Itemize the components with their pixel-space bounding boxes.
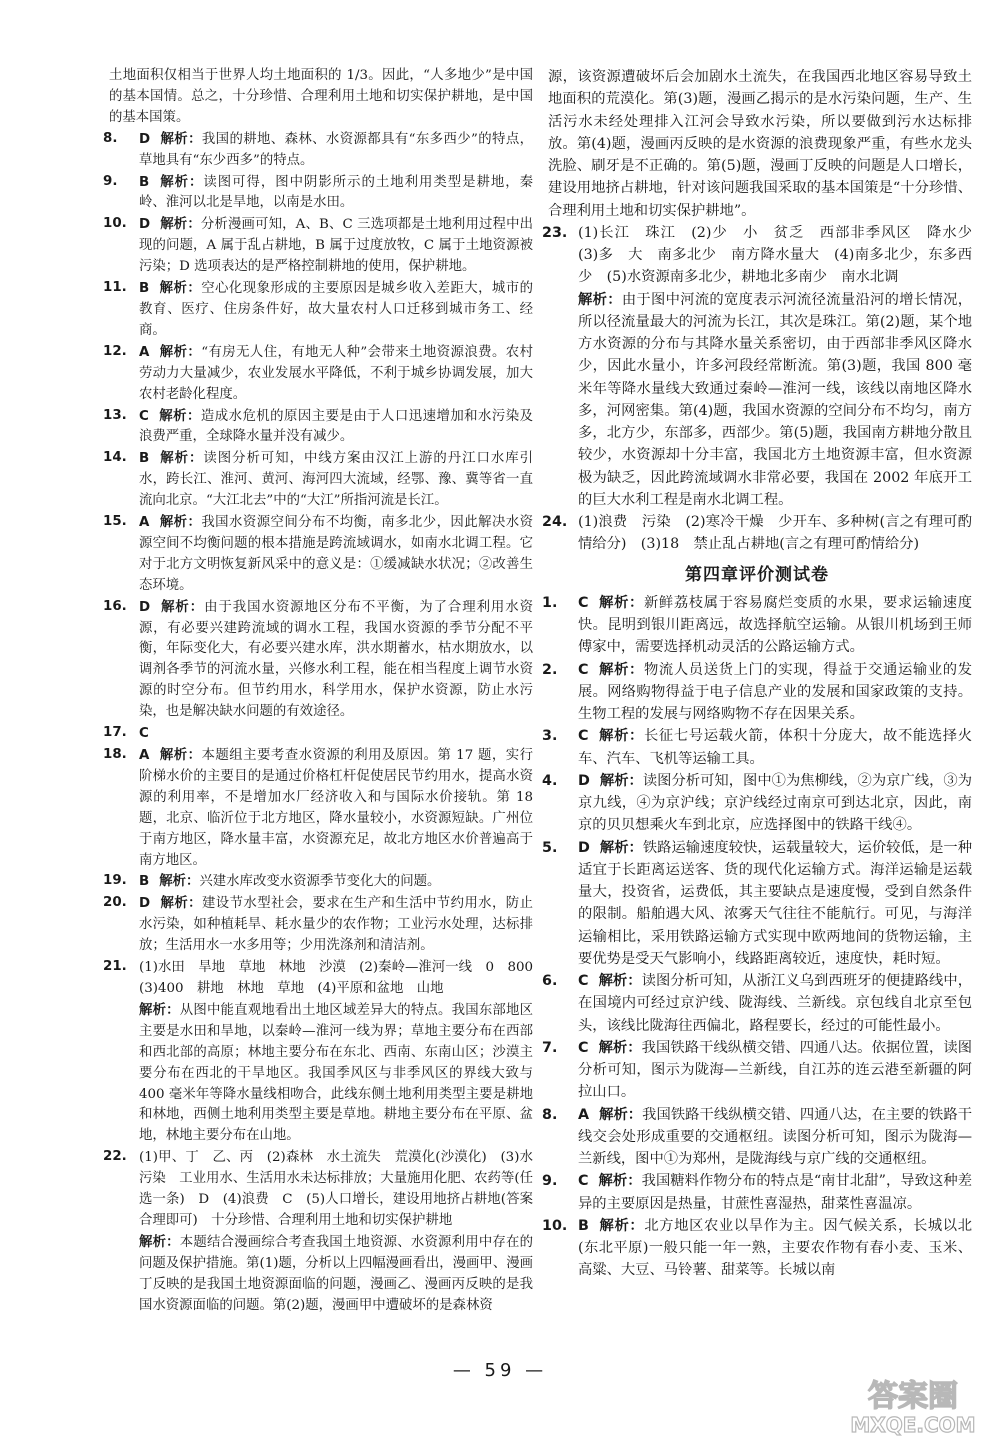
analysis-label: 解析： (598, 1039, 642, 1056)
answer-entry (542, 970, 972, 1037)
explanation-text: 我国的耕地、森林、水资源都具有“东多西少”的特点，草地具有“东少西多”的特点。 (139, 131, 533, 168)
explanation-text: 建设节水型社会，要求在生产和生活中节约用水，防止水污染，如种植耗旱、耗水量少的农作物；工业污水处理，达标排放；生活用水一水多用等；少用洗涤剂和清洁剂。 (139, 896, 534, 954)
answer-entry (103, 871, 533, 893)
answer-choice: A (139, 344, 150, 360)
question-number: 18. (103, 747, 127, 762)
explanation-text: 读图分析可知，图中①为焦柳线，②为京广线，③为京九线，④为京沪线；京沪线经过南京可到达北京，因此，南京的贝贝想乘火车到北京，应选择图中的铁路干线④。 (578, 772, 972, 834)
answer-entry (542, 770, 972, 837)
answer-entry (542, 222, 987, 289)
explanation-text: 从图中能直观地看出土地区域差异大的特点。我国东部地区主要是水田和旱地，以秦岭—淮河一线为界；草地主要分布在西部和西北部的高原；林地主要分布在东北、西南、东南山区；沙漠主要分布在西北的干旱地区。我国季风区与非季风区的界线大致与 400 毫米年等降水量线相吻合，此线东侧土地利用类型主要是耕地和林地，西侧土地利用类型主要是草地。耕地主要分布在平原、盆地，林地主要分布在山地。 (139, 1002, 533, 1144)
question-number: 4. (542, 772, 558, 789)
answer-entry (103, 957, 547, 1000)
question-number: 10. (103, 216, 127, 232)
analysis-label: 解析： (598, 594, 644, 611)
analysis-label: 解析： (160, 895, 202, 912)
answer-choice: B (139, 451, 150, 467)
analysis-label: 解析： (599, 1106, 643, 1123)
explanation-text: 读图分析可知，从浙江义乌到西班牙的便捷路线中，在国境内可经过京沪线、陇海线、兰新线。京包线自北京至包头，该线比陇海往西偏北，路程要长，经过的可能性最小。 (578, 973, 973, 1034)
question-number: 23. (542, 224, 568, 241)
explanation-text: 读图分析可知，中线方案由汉江上游的丹江口水库引水，跨长江、淮河、黄河、海河四大流域，经鄂、豫、冀等省一直流向北京。“大江北去”中的“大江”所指河流是长江。 (139, 451, 534, 509)
answer-entry (103, 214, 533, 278)
question-number: 21. (103, 959, 127, 975)
analysis-label: 解析： (598, 1173, 642, 1190)
explanation-text: 铁路运输速度较快，运载量较大，运价较低，是一种适宜于长距离运送客、货的现代化运输方式。海洋运输是运载量大，投资省，运费低，其主要缺点是速度慢，受到自然条件的限制。船舶遇大风、浓雾天气往往不能航行。可见，与海洋运输相比，采用铁路运输方式实现中欧两地间的货物运输，主要优势是受天气影响小，线路距离较近，速度快，耗时短。 (578, 839, 972, 967)
right-column (542, 66, 987, 1282)
explanation-text: “有房无人住，有地无人种”会带来土地资源浪费。农村劳动力大量减少，农业发展水平降低，不利于城乡协调发展，加大农村老龄化程度。 (139, 344, 533, 402)
analysis-label: 解析： (160, 216, 201, 233)
explanation-text: 由于我国水资源地区分布不平衡，为了合理利用水资源，有必要兴建跨流域的调水工程，我国水资源的季节分配不平衡，年际变化大，有必要兴建水库，洪水期蓄水，枯水期放水，以调剂各季节的河流水量，兴修水利工程，能在相当程度上调节水资源的时空分布。但节约用水，科学用水，保护水资源，防止水污染，也是解决缺水问题的有效途径。 (139, 599, 534, 720)
analysis-label: 解析： (598, 1217, 645, 1234)
answer-choice: D (578, 839, 590, 856)
left-column (103, 66, 547, 1316)
answer-entry (103, 342, 533, 406)
question-number: 9. (103, 173, 118, 189)
analysis-label: 解析： (158, 407, 201, 424)
analysis-label: 解析： (160, 598, 205, 615)
question-number: 22. (103, 1149, 127, 1165)
answer-entry (103, 745, 533, 871)
question-number: 14. (103, 450, 127, 466)
answer-entry (103, 406, 533, 449)
answer-choice: A (139, 748, 150, 763)
question-number: 8. (542, 1106, 558, 1123)
answer-entry (103, 129, 533, 172)
analysis-label: 解析： (598, 973, 642, 989)
explanation-text: 读图可得，图中阴影所示的土地利用类型是耕地，秦岭、淮河以北是旱地，以南是水田。 (139, 174, 534, 211)
question-number: 15. (103, 514, 127, 530)
explanation-text: 我国铁路干线纵横交错、四通八达，在主要的铁路干线交会处形成重要的交通枢纽。读图分析可知，图示为陇海—兰新线，图中①为郑州，是陇海线与京广线的交通枢纽。 (578, 1106, 972, 1167)
analysis-label: 解析： (159, 873, 200, 890)
answer-choice: D (139, 599, 151, 615)
answer-entry (542, 837, 972, 971)
answer-entry (542, 1104, 972, 1171)
continued-text: 源，该资源遭破坏后会加剧水土流失，在我国西北地区容易导致土地面积的荒漠化。第(3)题，漫画乙揭示的是水污染问题，生产、生活污水未经处理排入江河会导致水污染，所以要做到污水达标排放。第(4)题，漫画丙反映的是水资源的浪费现象严重，有些水龙头洗脸、刷牙是不正确的。第(5)题，漫画丁反映的问题是人口增长，建设用地挤占耕地，针对该问题我国采取的基本国策是“十分珍惜、合理利用土地和切实保护耕地”。 (548, 69, 972, 219)
explanation-text: 我国糖料作物分布的特点是“南甘北甜”，导致这种差异的主要原因是热量，甘蔗性喜湿热，甜菜性喜温凉。 (578, 1173, 972, 1212)
answer-entry (542, 725, 972, 770)
question-number: 6. (542, 973, 558, 989)
answer-entry (542, 592, 972, 659)
explanation-text: (1)长江 珠江 (2)少 小 贫乏 西部非季风区 降水少 (3)多 大 南多北少 南方降水量大 (4)南多北少，东多西少 (5)水资源南多北少，耕地北多南少 南水北调 (578, 224, 987, 286)
analysis-label: 解析： (578, 291, 622, 308)
answer-choice: D (139, 217, 151, 233)
question-number: 5. (542, 839, 558, 856)
answer-choice: D (578, 772, 590, 789)
explanation-text: (1)水田 旱地 草地 林地 沙漠 (2)秦岭—淮河一线 0 800 (3)400 耕地 林地 草地 (4)平原和盆地 山地 (139, 960, 547, 996)
analysis-label: 解析： (159, 747, 202, 763)
analysis-label: 解析： (159, 514, 202, 531)
analysis-label: 解析： (159, 343, 202, 360)
explanation-text: 北方地区农业以旱作为主。因气候关系，长城以北(东北平原)一般只能一年一熟，主要农作物有春小麦、玉米、高粱、大豆、马铃薯、甜菜等。长城以南 (578, 1217, 973, 1279)
continued-text: 土地面积仅相当于世界人均土地面积的 1/3。因此，“人多地少”是中国的基本国情。总之，十分珍惜、合理利用土地和切实保护耕地，是中国的基本国策。 (109, 68, 533, 125)
explanation-text: 造成水危机的原因主要是由于人口迅速增加和水污染及浪费严重，全球降水量并没有减少。 (139, 408, 534, 445)
analysis-label: 解析： (599, 839, 643, 856)
question-number: 11. (103, 280, 127, 296)
answer-choice: C (578, 1039, 589, 1056)
answer-entry (103, 1147, 533, 1232)
question-number: 10. (542, 1217, 568, 1234)
answers-block (542, 222, 987, 556)
explanation-text: 新鲜荔枝属于容易腐烂变质的水果，要求运输速度快。昆明到银川距离远，故选择航空运输。从银川机场到王师傅家中，需要选择机动灵活的公路运输方式。 (578, 594, 973, 656)
answer-choice: B (139, 174, 150, 190)
question-number: 16. (103, 598, 127, 614)
answer-entry (542, 289, 972, 512)
answer-entry (103, 1232, 533, 1317)
answer-choice: B (139, 874, 150, 890)
answer-entry (103, 278, 533, 342)
section-title: 第四章评价测试卷 (685, 564, 829, 585)
explanation-text: 兴建水库改变水资源季节变化大的问题。 (199, 874, 441, 890)
analysis-label: 解析： (159, 173, 204, 190)
explanation-text: 分析漫画可知，A、B、C 三选项都是土地利用过程中出现的问题，A 属于乱占耕地，B 属于过度放牧，C 属于土地资源被污染；D 选项表达的是严格控制耕地的使用，保护耕地。 (139, 217, 534, 275)
explanation-text: 由于图中河流的宽度表示河流径流量沿河的增长情况，所以径流量最大的河流为长江，其次是珠江。第(2)题，某个地方水资源的分布与其降水量关系密切，由于西部非季风区降水少，因此水量小，许多河段经常断流。第(3)题，我国 800 毫米年等降水量线大致通过秦岭—淮河一线，该线以南地区降水多，河网密集。第(4)题，我国水资源的空间分布不均匀，南方多，北方少，东部多，西部少。第(5)题，我国南方耕地分散且较少，水资源却十分丰富，我国北方土地资源丰富，但水资源极为缺乏，因此跨流域调水非常必要，我国在 2002 年底开工的巨大水利工程是南水北调工程。 (578, 291, 972, 508)
explanation-text: 我国铁路干线纵横交错、四通八达。依据位置，读图分析可知，图示为陇海—兰新线，自江苏的连云港至新疆的阿拉山口。 (578, 1039, 973, 1101)
question-number: 13. (103, 407, 127, 423)
analysis-label: 解析： (160, 130, 202, 147)
answer-choice: C (139, 726, 149, 742)
answer-entry (103, 1000, 533, 1147)
question-number: 9. (542, 1173, 558, 1190)
answer-choice: B (578, 1217, 589, 1234)
answer-choice: C (578, 728, 589, 745)
question-number: 24. (542, 514, 568, 530)
answer-entry (103, 172, 533, 215)
answer-choice: C (578, 661, 589, 678)
answer-choice: D (139, 131, 151, 147)
answer-choice: C (578, 1173, 589, 1190)
answer-entry (542, 1170, 972, 1215)
answer-entry (542, 1037, 972, 1104)
answer-choice: A (578, 1106, 590, 1123)
analysis-label: 解析： (598, 661, 644, 678)
explanation-text: 本题组主要考查水资源的利用及原因。第 17 题，实行阶梯水价的主要目的是通过价格杠杆促使居民节约用水，提高水资源的利用率，不是增加水厂经济收入和与国际水价接轨。第 18 题，北京、临沂位于北方地区，降水量较小，水资源短缺。广州位于南方地区，降水量丰富，水资源充足，故北方地区水价普遍高于南方地区。 (139, 748, 534, 868)
question-number: 2. (542, 661, 558, 678)
answer-choice: D (139, 896, 151, 912)
question-number: 12. (103, 343, 127, 359)
explanation-text: 我国水资源空间分布不均衡，南多北少，因此解决水资源空间不均衡问题的根本措施是跨流域调水，如南水北调工程。它对于北方文明恢复新风采中的意义是：①缓减缺水状况；②改善生态环境。 (139, 515, 534, 593)
answer-choice: C (578, 594, 589, 611)
answer-choice: A (139, 515, 150, 531)
answer-choice: C (139, 408, 149, 424)
answer-entry (103, 512, 533, 597)
explanation-text: 长征七号运载火箭，体积十分庞大，故不能选择火车、汽车、飞机等运输工具。 (578, 728, 973, 767)
page-number: — 59 — (452, 1360, 548, 1381)
question-number: 8. (103, 130, 118, 146)
watermark-logo (838, 1368, 988, 1438)
analysis-label: 解析： (139, 1233, 180, 1250)
question-number: 20. (103, 895, 127, 911)
explanation-text: (1)甲、丁 乙、丙 (2)森林 水土流失 荒漠化(沙漠化) (3)水污染 工业用水、生活用水未达标排放；大量施用化肥、农药等(任选一条) D (4)浪费 C (5)人口增长，建设用地挤占耕地(答案合理即可) 十分珍惜、合理利用土地和切实保护耕地 (139, 1150, 533, 1228)
answer-choice: C (578, 973, 589, 989)
question-number: 17. (103, 725, 127, 741)
answer-entry (103, 723, 533, 745)
analysis-label: 解析： (139, 1001, 180, 1018)
analysis-label: 解析： (599, 772, 643, 789)
answer-entry (542, 659, 972, 726)
explanation-text: 物流人员送货上门的实现，得益于交通运输业的发展。网络购物得益于电子信息产业的发展和国家政策的支持。生物工程的发展与网络购物不存在因果关系。 (578, 661, 973, 722)
analysis-label: 解析： (159, 280, 202, 297)
answer-entry (103, 597, 533, 723)
question-number: 1. (542, 594, 558, 611)
question-number: 19. (103, 873, 127, 889)
explanation-text: 本题结合漫画综合考查我国土地资源、水资源利用中存在的问题及保护措施。第(1)题，分析以上四幅漫画看出，漫画甲、漫画丁反映的是我国土地资源面临的问题，漫画乙、漫画丙反映的是我国水资源面临的问题。第(2)题，漫画甲中遭破坏的是森林资 (139, 1234, 533, 1313)
question-number: 3. (542, 728, 558, 745)
answer-entry (103, 448, 533, 512)
analysis-label: 解析： (159, 450, 204, 467)
answer-choice: B (139, 281, 150, 297)
answer-entry (103, 893, 533, 957)
watermark-text: 答案圈 (868, 1379, 958, 1414)
answer-entry (542, 1215, 972, 1282)
explanation-text: (1)浪费 污染 (2)寒冷干燥 少开车、多种树(言之有理可酌情给分) (3)18 禁止乱占耕地(言之有理可酌情给分) (578, 514, 972, 553)
watermark-url: MXQE.COM (850, 1413, 976, 1437)
analysis-label: 解析： (598, 728, 644, 745)
answers-block (542, 592, 972, 1282)
question-number: 7. (542, 1039, 558, 1056)
explanation-text: 空心化现象形成的主要原因是城乡收入差距大，城市的教育、医疗、住房条件好，故大量农村人口迁移到城市务工、经商。 (139, 281, 533, 338)
answer-entry (542, 511, 972, 556)
